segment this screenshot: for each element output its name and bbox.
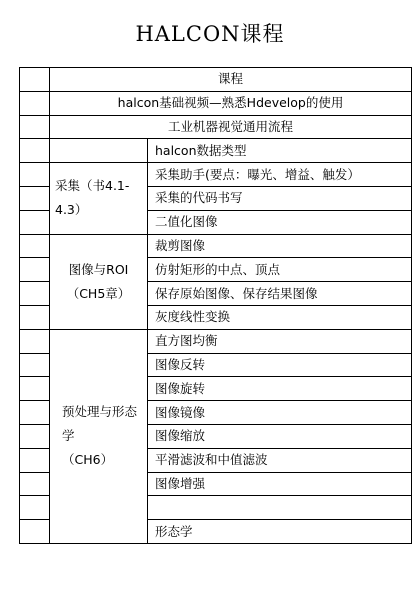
group-label-line: 采集（书4.1- [55, 178, 130, 194]
table-cell [20, 210, 50, 234]
topic-item: 裁剪图像 [148, 234, 412, 258]
table-header: 课程 [50, 68, 412, 92]
topic-item [148, 496, 412, 520]
topic-item: 二值化图像 [148, 210, 412, 234]
table-row [20, 115, 412, 139]
table-cell [20, 115, 50, 139]
table-cell [20, 91, 50, 115]
table-cell [20, 163, 50, 187]
group-label-line: 图像与ROI [68, 261, 129, 277]
intro-row: 工业机器视觉通用流程 [50, 115, 412, 139]
table-cell [20, 496, 50, 520]
topic-item: 平滑滤波和中值滤波 [148, 448, 412, 472]
table-cell [20, 472, 50, 496]
topic-item: 图像缩放 [148, 424, 412, 448]
group-label-image-roi [50, 234, 148, 329]
topic-item: 图像增强 [148, 472, 412, 496]
table-row [20, 234, 412, 258]
table-row [20, 91, 412, 115]
table-cell [20, 305, 50, 329]
table-row [20, 329, 412, 353]
group-label-preprocessing [50, 329, 148, 543]
table-cell [20, 139, 50, 163]
table-cell [20, 186, 50, 210]
topic-item: 仿射矩形的中点、顶点 [148, 258, 412, 282]
topic-item: 采集的代码书写 [148, 186, 412, 210]
table-cell [20, 424, 50, 448]
table-row [20, 139, 412, 163]
table-cell [20, 258, 50, 282]
table-cell [20, 520, 50, 544]
page-title: HALCON课程 [135, 22, 285, 46]
topic-item: 图像反转 [148, 353, 412, 377]
group-label-line: 预处理与形态 [62, 404, 138, 420]
table-row [20, 163, 412, 187]
table-cell [20, 329, 50, 353]
course-table [19, 67, 412, 544]
table-cell [20, 234, 50, 258]
intro-row: halcon基础视频—熟悉Hdevelop的使用 [50, 91, 412, 115]
table-cell [20, 282, 50, 306]
topic-item: 形态学 [148, 520, 412, 544]
intro-row: halcon数据类型 [148, 139, 412, 163]
group-label-line: （CH6） [62, 452, 114, 468]
group-label-line: （CH5章） [66, 285, 131, 301]
topic-item: 图像旋转 [148, 377, 412, 401]
table-cell [20, 401, 50, 425]
topic-item: 直方图均衡 [148, 329, 412, 353]
table-row [20, 68, 412, 92]
table-cell [20, 68, 50, 92]
topic-item: 采集助手(要点：曝光、增益、触发） [148, 163, 412, 187]
table-cell [20, 353, 50, 377]
group-label-line: 学 [62, 428, 75, 444]
topic-item: 图像镜像 [148, 401, 412, 425]
table-cell [20, 448, 50, 472]
table-cell [50, 139, 148, 163]
table-cell [20, 377, 50, 401]
topic-item: 保存原始图像、保存结果图像 [148, 282, 412, 306]
group-label-line: 4.3） [55, 202, 88, 218]
group-label-acquisition [50, 163, 148, 234]
topic-item: 灰度线性变换 [148, 305, 412, 329]
